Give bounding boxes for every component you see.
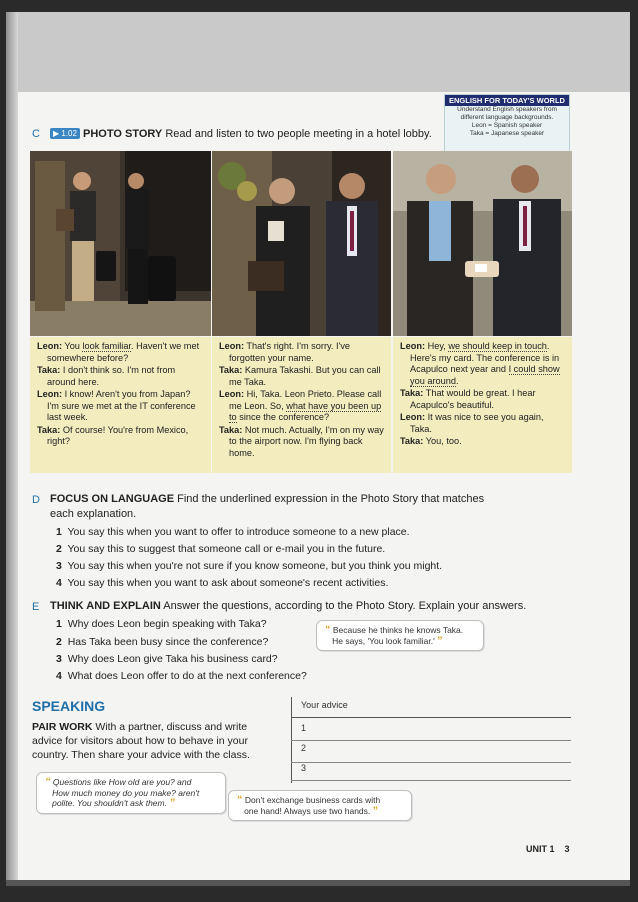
page-footer: [526, 844, 570, 854]
question-item: 1 Why does Leon begin speaking with Taka?: [56, 618, 267, 630]
dialogue-line: Taka: Kamura Takashi. But you can call me Taka.: [219, 365, 381, 387]
unit-label: UNIT 1: [526, 844, 555, 854]
open-quote-icon: “: [325, 624, 331, 636]
caption-panel-3: [393, 337, 572, 473]
dialogue-line: Leon: Hi, Taka. Leon Prieto. Please call me Leon. So, what have you been up to since the conference?: [219, 389, 382, 422]
photo-panel-1: [30, 151, 211, 336]
speaking-heading: SPEAKING: [32, 698, 106, 714]
focus-item: 1 You say this when you want to offer to introduce someone to a new place.: [56, 526, 410, 538]
close-quote-icon: ”: [372, 804, 379, 817]
question-item: 2 Has Taka been busy since the conference?: [56, 636, 269, 648]
top-band: [6, 12, 630, 92]
page-number: 3: [564, 844, 570, 854]
advice-row-2[interactable]: 2: [291, 743, 571, 763]
audio-track-button[interactable]: ▶ 1.02: [50, 128, 80, 139]
photo-panel-2: [212, 151, 391, 336]
dialogue-line: Taka: I don't think so. I'm not from around here.: [37, 365, 176, 387]
underlined-expression: we should keep in touch: [448, 341, 547, 351]
section-c-heading: [50, 127, 450, 142]
underlined-expression: what have you been up to: [229, 400, 382, 422]
focus-item: 4 You say this when you want to ask about someone's recent activities.: [56, 577, 389, 589]
dialogue-line: Leon: You look familiar. Haven't we met somewhere before?: [37, 341, 200, 363]
advice-example-bubble-1: “ Questions like How old are you? and How much money do you make? aren't polite. You shouldn't ask them. ”: [36, 772, 226, 814]
caption-panel-1: [30, 337, 211, 473]
focus-item: 3 You say this when you're not sure if you know someone, but you think you might.: [56, 560, 443, 572]
section-d-heading: FOCUS ON LANGUAGE Find the underlined expression in the Photo Story that matches each explanation.: [50, 493, 485, 520]
section-e-letter: E: [32, 601, 40, 613]
ewb-line: different language backgrounds.: [460, 114, 554, 121]
dialogue-line: Leon: I know! Aren't you from Japan? I'm sure we met at the IT conference last week.: [37, 389, 196, 422]
dialogue-line: Taka: You, too.: [400, 436, 462, 446]
ewb-line: Understand English speakers from: [457, 106, 557, 113]
page-gutter: [6, 12, 18, 886]
focus-item: 2 You say this to suggest that someone call or e-mail you in the future.: [56, 543, 386, 555]
dialogue-line: Taka: That would be great. I hear Acapulco's beautiful.: [400, 388, 536, 410]
close-quote-icon: ”: [169, 797, 175, 809]
open-quote-icon: “: [45, 776, 51, 788]
dialogue-line: Leon: It was nice to see you again, Taka.: [400, 412, 544, 434]
question-item: 4 What does Leon offer to do at the next conference?: [56, 670, 307, 682]
advice-row-1[interactable]: 1: [291, 723, 571, 741]
dialogue-line: Leon: Hey, we should keep in touch. Here's my card. The conference is in Acapulco next year and I could show you around.: [400, 341, 560, 386]
ewb-title: ENGLISH FOR TODAY'S WORLD: [445, 95, 569, 106]
caption-panel-2: [212, 337, 391, 473]
section-e-label: THINK AND EXPLAIN: [50, 600, 161, 612]
close-quote-icon: ”: [437, 634, 443, 647]
photo-panel-3: [393, 151, 572, 336]
section-c-label: PHOTO STORY: [83, 128, 163, 140]
underlined-expression: look familiar: [82, 341, 131, 351]
english-for-todays-world-box: [444, 94, 570, 156]
advice-row-3[interactable]: 3: [291, 763, 571, 781]
advice-table: [291, 697, 571, 783]
open-quote-icon: “: [237, 794, 243, 806]
advice-example-bubble-2: “ Don't exchange business cards with one hand! Always use two hands. ”: [228, 790, 412, 821]
section-d-label: FOCUS ON LANGUAGE: [50, 493, 175, 505]
section-e-heading: THINK AND EXPLAIN Answer the questions, according to the Photo Story. Explain your answers.: [50, 600, 527, 612]
textbook-page: [6, 12, 630, 886]
ewb-line: Leon = Spanish speaker: [471, 122, 543, 129]
underlined-expression: I could show you around: [410, 364, 560, 386]
dialogue-line: Taka: Of course! You're from Mexico, right?: [37, 424, 189, 446]
question-item: 3 Why does Leon give Taka his business card?: [56, 653, 278, 665]
section-c-instruction: Read and listen to two people meeting in a hotel lobby.: [165, 128, 432, 140]
example-answer-bubble: “ Because he thinks he knows Taka. He says, 'You look familiar.' ”: [316, 620, 484, 651]
section-d-letter: D: [32, 494, 40, 506]
advice-title: Your advice: [291, 700, 571, 718]
ewb-line: Taka = Japanese speaker: [469, 130, 545, 137]
dialogue-line: Taka: Not much. Actually, I'm on my way to the airport now. I'm flying back home.: [219, 424, 384, 458]
section-c-letter: C: [32, 128, 40, 140]
pair-work-label: PAIR WORK: [32, 721, 93, 733]
page-bottom-edge: [6, 880, 630, 886]
dialogue-line: Leon: That's right. I'm sorry. I've forgotten your name.: [219, 341, 351, 363]
pair-work-instructions: PAIR WORK With a partner, discuss and write advice for visitors about how to behave in your country. Then share your advice with the class.: [32, 721, 250, 761]
